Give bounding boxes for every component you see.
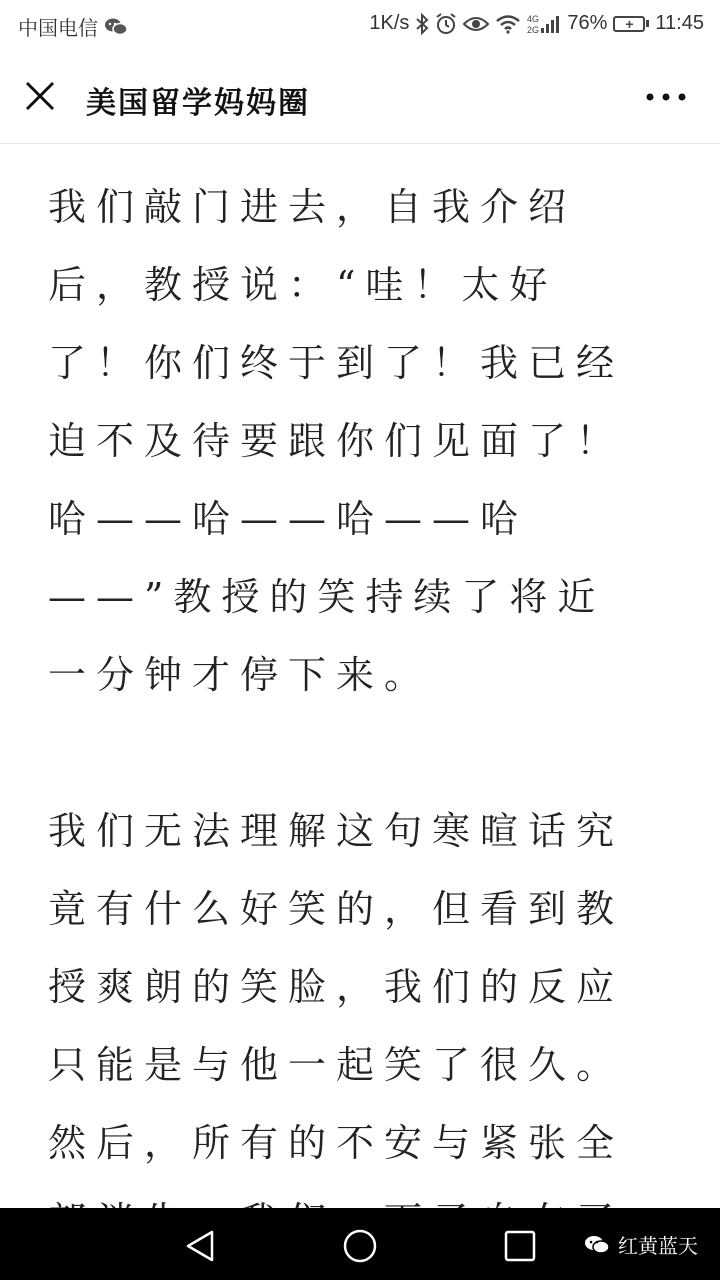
more-icon[interactable] [642, 82, 690, 112]
network-speed: 1K/s [369, 12, 410, 34]
battery-icon: + [613, 16, 649, 32]
status-bar [0, 0, 720, 52]
clock: 11:45 [655, 12, 704, 34]
back-icon[interactable] [182, 1226, 222, 1266]
svg-text:2G: 2G [527, 24, 540, 35]
status-right [369, 12, 704, 35]
watermark-label: 红黄蓝天 [618, 1234, 698, 1258]
close-icon[interactable] [22, 78, 58, 114]
recent-apps-icon[interactable] [500, 1226, 540, 1266]
alarm-icon [435, 13, 457, 35]
wechat-icon [104, 17, 128, 37]
bluetooth-icon [415, 13, 429, 35]
signal-icon [527, 13, 561, 35]
page-title: 美国留学妈妈圈 [86, 86, 310, 121]
battery-percent: 76% [567, 12, 608, 34]
eye-icon [463, 15, 489, 33]
article-body [48, 168, 648, 1280]
article-paragraph: 我们敲门进去，自我介绍后，教授说：“哇！太好了！你们终于到了！我已经迫不及待要跟你们见面了！哈——哈——哈——哈——”教授的笑持续了将近一分钟才停下来。 [48, 185, 625, 697]
article-paragraph: 我们无法理解这句寒暄话究竟有什么好笑的，但看到教授爽朗的笑脸，我们的反应只能是与他一起笑了很久。然后，所有的不安与紧张全 [48, 809, 625, 1165]
navigation-bar [0, 1208, 720, 1280]
wechat-icon [584, 1234, 610, 1256]
watermark [584, 1230, 698, 1259]
wifi-icon [495, 14, 521, 34]
home-icon[interactable] [340, 1226, 380, 1266]
carrier-label: 中国电信 [18, 18, 98, 40]
svg-text:4G: 4G [527, 13, 540, 24]
article-header [0, 52, 720, 144]
status-left [18, 12, 128, 41]
